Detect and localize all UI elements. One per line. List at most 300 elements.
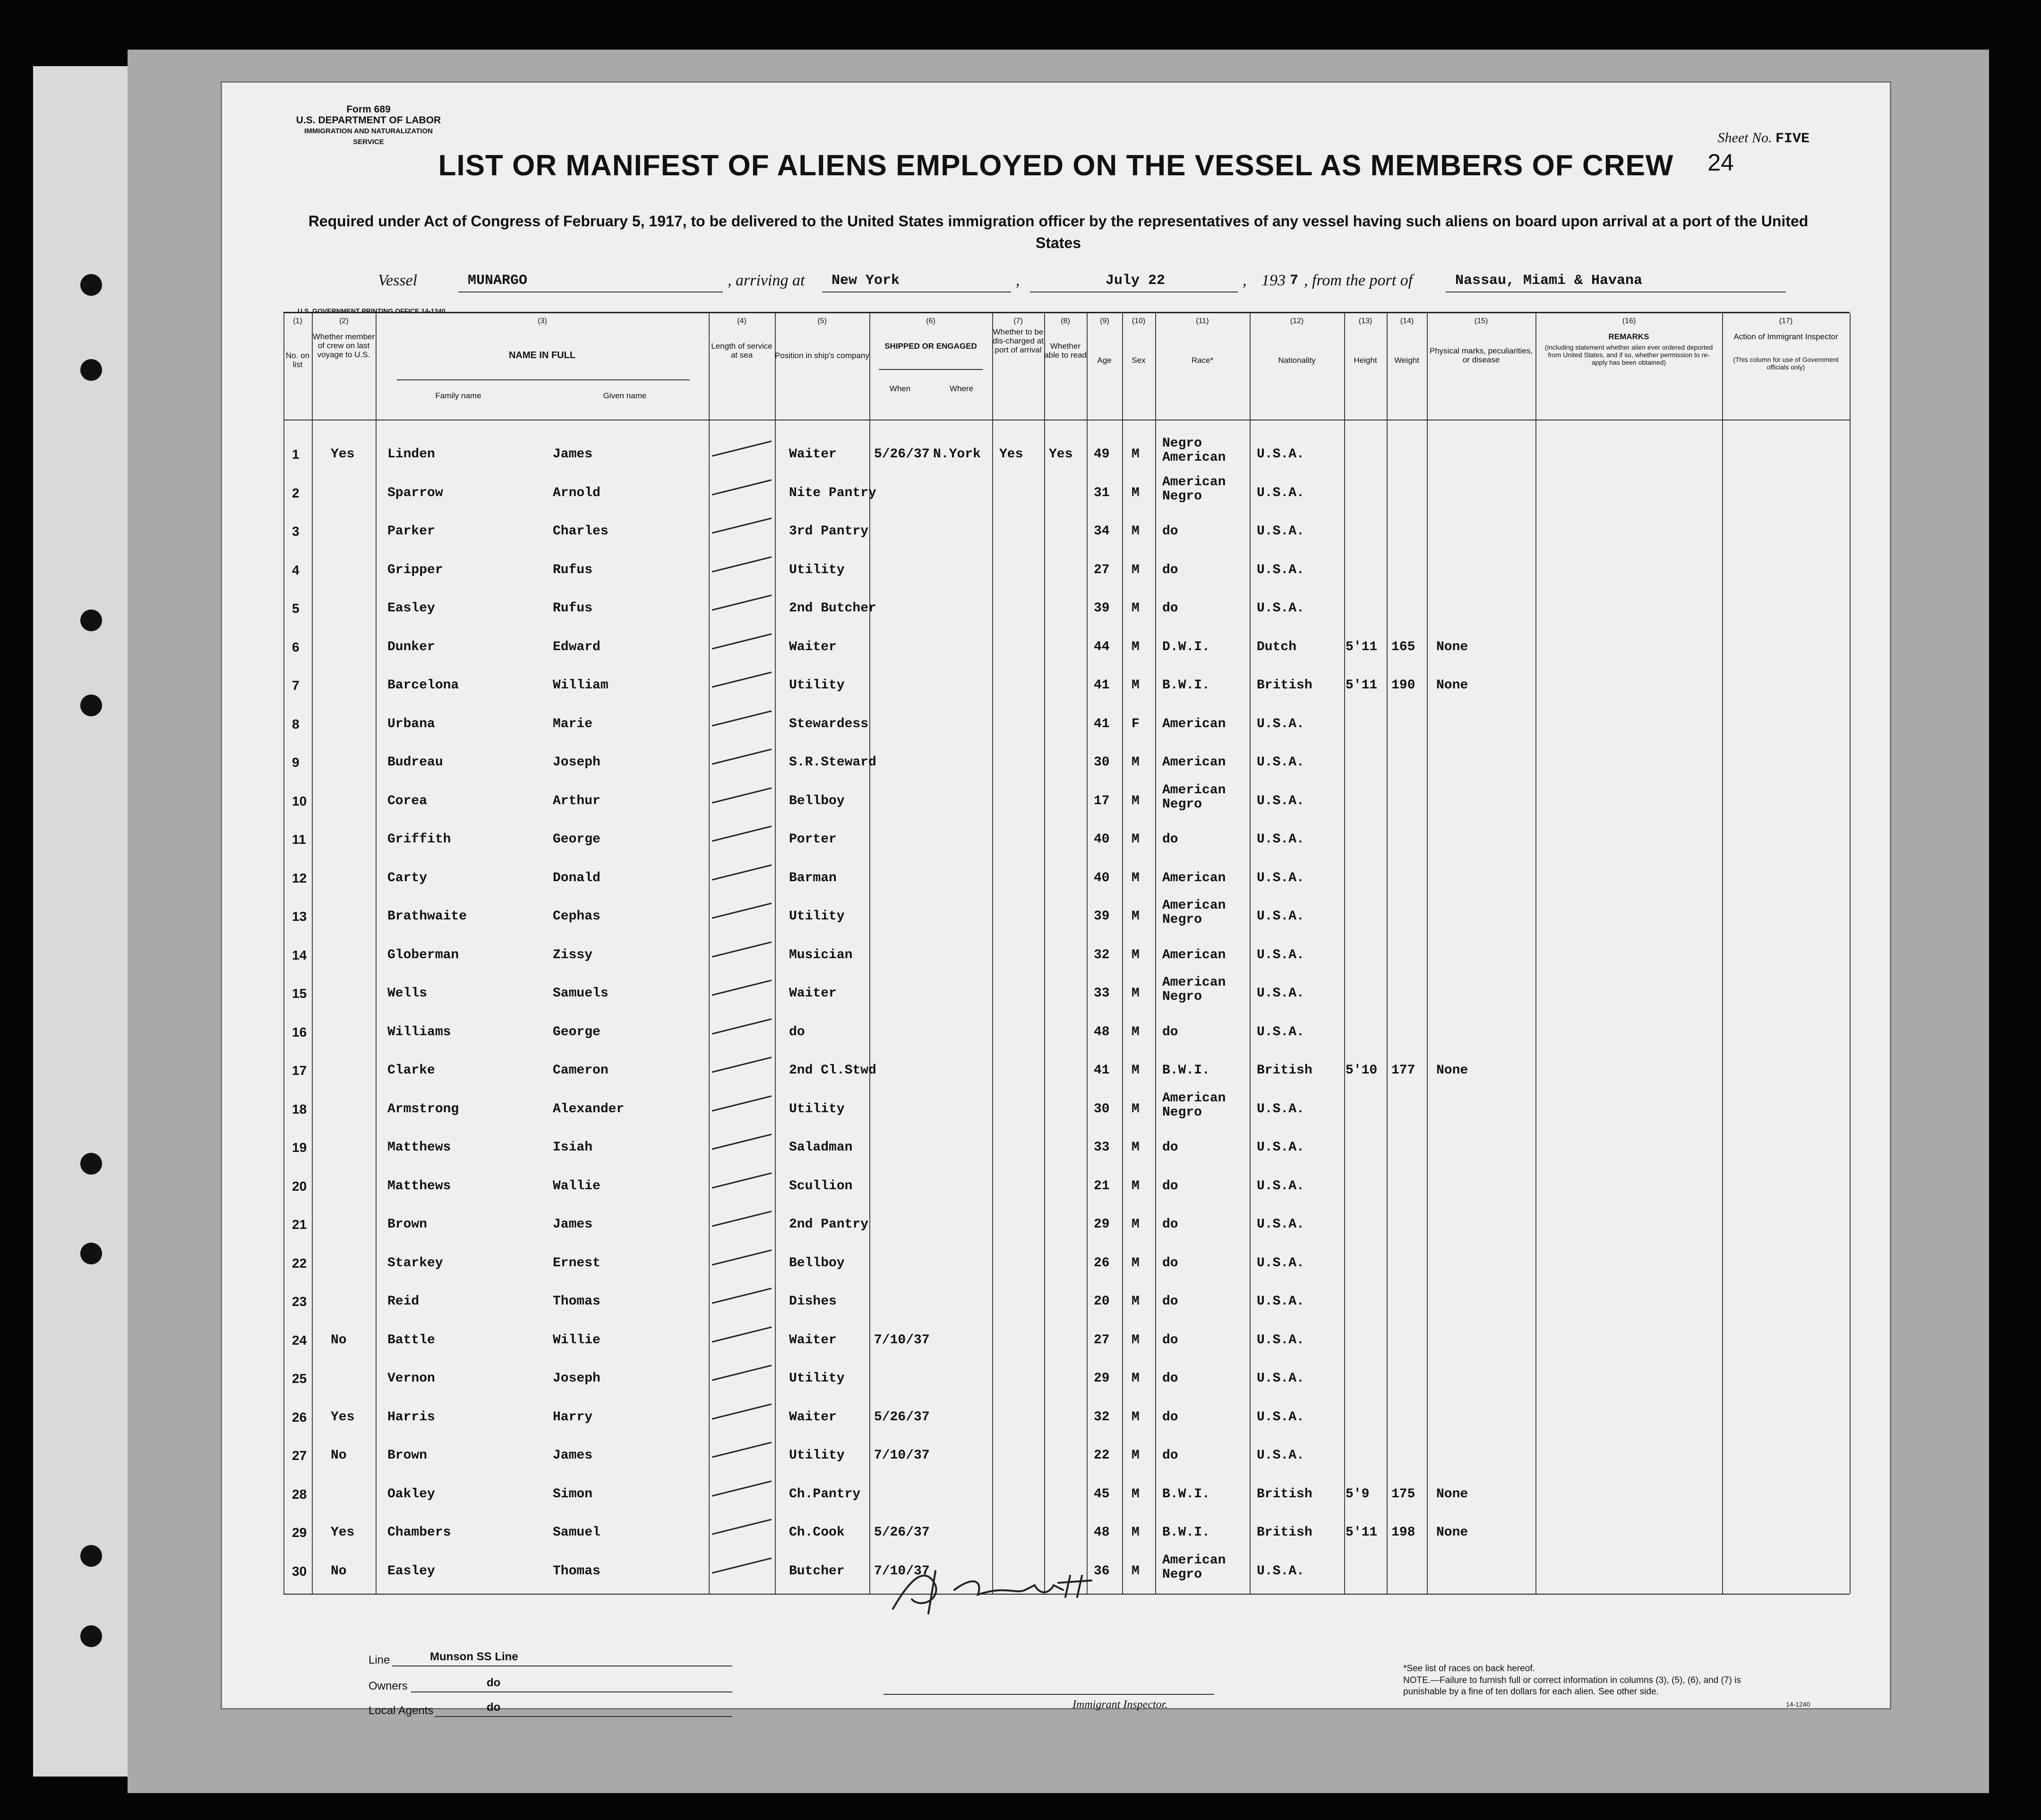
race: do — [1162, 562, 1178, 577]
nationality: U.S.A. — [1257, 986, 1304, 1001]
nationality: U.S.A. — [1257, 1101, 1304, 1116]
row-number: 27 — [292, 1448, 307, 1463]
service-length-mark — [712, 1403, 772, 1419]
service-length-mark — [712, 594, 772, 610]
col-header-when: When — [889, 384, 911, 393]
position: Ch.Pantry — [789, 1486, 861, 1502]
table-row — [283, 704, 1850, 742]
from-label: , from the port of — [1304, 272, 1413, 289]
table-row — [283, 1050, 1850, 1089]
inspector-signature — [883, 1557, 1110, 1618]
physical-marks: None — [1436, 1063, 1468, 1078]
age: 41 — [1094, 678, 1110, 693]
family-name: Matthews — [387, 1178, 451, 1193]
table-row — [283, 549, 1850, 588]
given-name: Alexander — [553, 1101, 625, 1116]
race: do — [1162, 1140, 1178, 1155]
age: 31 — [1094, 485, 1110, 500]
given-name: Cephas — [553, 909, 600, 924]
age: 29 — [1094, 1371, 1110, 1386]
service-length-mark — [712, 1365, 772, 1381]
height: 5'10 — [1346, 1063, 1378, 1078]
col-header-nationality: Nationality — [1278, 356, 1316, 365]
sex: M — [1132, 1525, 1140, 1540]
race: American Negro — [1162, 1553, 1226, 1582]
height: 5'11 — [1346, 678, 1378, 693]
given-name: George — [553, 1024, 600, 1039]
given-name: Marie — [553, 716, 593, 731]
family-name: Battle — [387, 1332, 435, 1348]
punch-hole — [80, 1153, 102, 1175]
row-number: 21 — [292, 1217, 307, 1232]
table-row — [283, 1320, 1850, 1358]
table-row — [283, 588, 1850, 627]
service-length-mark — [712, 864, 772, 880]
last-voyage: No — [331, 1332, 347, 1348]
service-length-mark — [712, 1018, 772, 1034]
inspector-label: Immigrant Inspector. — [1072, 1699, 1168, 1711]
age: 41 — [1094, 716, 1110, 731]
given-name: Donald — [553, 870, 600, 885]
row-number: 17 — [292, 1063, 307, 1078]
race: D.W.I. — [1162, 639, 1210, 654]
service-length-mark — [712, 1480, 772, 1496]
col-header-sex: Sex — [1132, 356, 1146, 365]
family-name: Vernon — [387, 1371, 435, 1386]
sex: M — [1132, 909, 1140, 924]
nationality: U.S.A. — [1257, 1294, 1304, 1309]
table-row — [283, 1243, 1850, 1281]
family-name: Parker — [387, 524, 435, 539]
able-to-read: Yes — [1049, 447, 1073, 462]
position: Bellboy — [789, 1255, 845, 1271]
service-length-mark — [712, 710, 772, 726]
row-number: 30 — [292, 1563, 307, 1579]
service-length-mark — [712, 1442, 772, 1458]
row-number: 4 — [292, 562, 300, 577]
nationality: U.S.A. — [1257, 524, 1304, 539]
footer-agents-label: Local Agents — [369, 1704, 434, 1717]
row-number: 22 — [292, 1255, 307, 1271]
footer-line-value: Munson SS Line — [430, 1650, 518, 1663]
col-header-age: Age — [1097, 356, 1112, 365]
row-number: 1 — [292, 447, 300, 462]
footer-agents-value: do — [487, 1701, 501, 1714]
sex: M — [1132, 1101, 1140, 1116]
family-name: Oakley — [387, 1486, 435, 1502]
departure-ports: Nassau, Miami & Havana — [1455, 273, 1643, 289]
race: American Negro — [1162, 1090, 1226, 1120]
sex: M — [1132, 1255, 1140, 1271]
sex: M — [1132, 1448, 1140, 1463]
physical-marks: None — [1436, 639, 1468, 654]
table-row — [283, 1012, 1850, 1050]
row-number: 23 — [292, 1294, 307, 1309]
table-row — [283, 781, 1850, 819]
given-name: James — [553, 447, 593, 462]
row-number: 12 — [292, 870, 307, 885]
col-header-weight: Weight — [1394, 356, 1419, 365]
age: 48 — [1094, 1525, 1110, 1540]
family-name: Clarke — [387, 1063, 435, 1078]
service-length-mark — [712, 1172, 772, 1188]
family-name: Linden — [387, 447, 435, 462]
age: 44 — [1094, 639, 1110, 654]
position: Dishes — [789, 1294, 837, 1309]
form-code: 14-1240 — [1786, 1700, 1810, 1708]
sheet-number — [1718, 130, 1810, 147]
weight: 190 — [1391, 678, 1415, 693]
service-length-mark — [712, 1210, 772, 1227]
table-row — [283, 819, 1850, 858]
family-name: Griffith — [387, 832, 451, 847]
age: 27 — [1094, 562, 1110, 577]
family-name: Urbana — [387, 716, 435, 731]
punch-hole — [80, 610, 102, 631]
nationality: U.S.A. — [1257, 562, 1304, 577]
document-title: LIST OR MANIFEST OF ALIENS EMPLOYED ON THE VESSEL AS MEMBERS OF CREW — [438, 149, 1674, 182]
table-row — [283, 1512, 1850, 1551]
position: 2nd Pantry — [789, 1217, 869, 1232]
service-length-mark — [712, 633, 772, 649]
last-voyage: No — [331, 1448, 347, 1463]
punch-hole — [80, 1243, 102, 1264]
nationality: British — [1257, 678, 1312, 693]
given-name: Isiah — [553, 1140, 593, 1155]
position: Waiter — [789, 1409, 837, 1425]
family-name: Easley — [387, 601, 435, 616]
given-name: William — [553, 678, 609, 693]
nationality: British — [1257, 1486, 1312, 1502]
sex: M — [1132, 601, 1140, 616]
race: do — [1162, 1178, 1178, 1193]
race: do — [1162, 1294, 1178, 1309]
family-name: Dunker — [387, 639, 435, 654]
row-number: 3 — [292, 524, 300, 539]
race: American — [1162, 870, 1226, 885]
table-row — [283, 434, 1850, 472]
row-number: 25 — [292, 1371, 307, 1386]
form-department: U.S. DEPARTMENT OF LABOR — [296, 115, 441, 126]
sex: M — [1132, 562, 1140, 577]
row-number: 5 — [292, 601, 300, 616]
crew-table: (1) (2) (3) (4) (5) (6) (7) (8) (9) (10) (11) (12) (13) (14) (15) (16) (17) No. on list Whether member of crew on last voyage to U.S. NAME IN FULL Family name Given name Length of service at sea Position in ship's company SHIPPED OR ENGAGED When Where Whether to be dis-charged at port of arrival Whether able to read Age Sex Race* Nationality Height Weight Physical marks, peculiarities, or disease REMARKS (Including statement whether alien ever ordered deported from United States, and if so, whether permission to re-apply has been obtained) Action of Immigrant Inspector (This column for use of Government officials only) 1 Yes Linden James Waiter 5/26/37 N.York Yes Yes 49 M Negro American U.S.A. 2 Sparrow Arnold Nite Pantry 31 M American Negro U.S.A. 3 Parker Charles 3rd Pantry 34 M do U.S.A. 4 Gripper Rufus Utility 27 M do U.S.A. 5 Easley Rufus 2nd Butcher 39 M do U.S.A. 6 Dunker Edward Waiter 44 M D.W.I. Dutch 5'11 165 None 7 Barcelona William Utility 41 M B.W.I. British 5'11 190 None 8 Urbana Marie Stewardess 41 F American U.S.A. 9 Budreau Joseph S.R.Steward 30 M American U.S.A. 10 Corea Arthur Bellboy 17 M American Negro U.S.A. 11 Griffith George Porter 40 M do U.S.A. 12 Carty Donald Barman 40 M American U.S.A. 13 Brathwaite Cephas Utility 39 M American Negro U.S.A. 14 Globerman Zissy Musician 32 M American U.S.A. 15 Wells Samuels Waiter 33 M American Negro U.S.A. 16 Williams George do 48 M do U.S.A. 17 Clarke Cameron 2nd Cl.Stwd 41 M B.W.I. British 5'10 177 None 18 Armstrong Alexander Utility 30 M American Negro U.S.A. 19 Matthews Isiah Saladman 33 M do U.S.A. 20 Matthews Wallie Scullion 21 M do U.S.A. 21 Brown James 2nd Pantry 29 M do U.S.A. 22 Starkey Ernest Bellboy 26 M do U.S.A. 23 Reid Thomas Dishes 20 M do U.S.A. 24 No Battle Willie Waiter 7/10/37 27 M do U.S.A. 25 Vernon Joseph Utility 29 M do U.S.A. 26 Yes Harris Harry Waiter 5/26/37 32 M do U.S.A. 27 No Brown James Utility 7/10/37 22 M do U.S.A. 28 Oakley Simon Ch.Pantry 45 M B.W.I. British 5'9 175 None 29 Yes Chambers Samuel Ch.Cook 5/26/37 48 M B.W.I. British 5'11 198 None 30 No Easley Thomas Butcher 7/10/37 36 M American Negro U.S.A. — [283, 312, 1850, 1595]
shipped-when: 5/26/37 — [874, 447, 930, 462]
col-header-read: Whether able to read — [1044, 342, 1087, 360]
age: 30 — [1094, 755, 1110, 770]
position: do — [789, 1024, 805, 1039]
height: 5'9 — [1346, 1486, 1370, 1502]
col-header-family: Family name — [435, 391, 481, 400]
form-header — [288, 104, 449, 147]
table-row — [283, 472, 1850, 511]
printer-note: U.S. GOVERNMENT PRINTING OFFICE 14-1240 — [298, 307, 446, 315]
sex: M — [1132, 1140, 1140, 1155]
race: American Negro — [1162, 474, 1226, 504]
family-name: Gripper — [387, 562, 443, 577]
table-row — [283, 858, 1850, 896]
shipped-when: 7/10/37 — [874, 1332, 930, 1348]
age: 26 — [1094, 1255, 1110, 1271]
family-name: Chambers — [387, 1525, 451, 1540]
row-number: 26 — [292, 1409, 307, 1425]
position: Waiter — [789, 986, 837, 1001]
table-row — [283, 1089, 1850, 1127]
voyage-line: Vessel MUNARGO , arriving at New York , July 22 , 193 7 , from the port of Nassau, Miami & Havana — [378, 272, 1795, 295]
col-header-action: Action of Immigrant Inspector — [1733, 332, 1838, 341]
weight: 175 — [1391, 1486, 1415, 1502]
sex: M — [1132, 755, 1140, 770]
family-name: Easley — [387, 1563, 435, 1579]
age: 41 — [1094, 1063, 1110, 1078]
service-length-mark — [712, 1326, 772, 1342]
given-name: Wallie — [553, 1178, 600, 1193]
family-name: Starkey — [387, 1255, 443, 1271]
service-length-mark — [712, 671, 772, 687]
nationality: U.S.A. — [1257, 1563, 1304, 1579]
nationality: British — [1257, 1525, 1312, 1540]
sex: M — [1132, 793, 1140, 808]
weight: 198 — [1391, 1525, 1415, 1540]
given-name: Joseph — [553, 755, 600, 770]
age: 22 — [1094, 1448, 1110, 1463]
height: 5'11 — [1346, 1525, 1378, 1540]
service-length-mark — [712, 1557, 772, 1573]
last-voyage: Yes — [331, 1525, 355, 1540]
position: Scullion — [789, 1178, 853, 1193]
punch-hole — [80, 1545, 102, 1567]
position: Utility — [789, 678, 845, 693]
race: B.W.I. — [1162, 1063, 1210, 1078]
race: do — [1162, 1371, 1178, 1386]
table-row — [283, 1435, 1850, 1474]
position: Waiter — [789, 639, 837, 654]
punch-hole — [80, 274, 102, 296]
race: do — [1162, 1217, 1178, 1232]
given-name: Ernest — [553, 1255, 600, 1271]
family-name: Harris — [387, 1409, 435, 1425]
row-number: 11 — [292, 832, 306, 847]
service-length-mark — [712, 748, 772, 764]
shipped-where: N.York — [933, 447, 981, 462]
document-subtitle: Required under Act of Congress of February 5, 1917, to be delivered to the United States immigration officer by the representatives of any vessel having such aliens on board upon arrival at a port of the United States — [308, 213, 1809, 251]
physical-marks: None — [1436, 678, 1468, 693]
col-header-position: Position in ship's company — [775, 351, 869, 360]
col-header-where: Where — [949, 384, 974, 393]
year-label: 193 — [1261, 272, 1286, 289]
sex: M — [1132, 639, 1140, 654]
family-name: Armstrong — [387, 1101, 459, 1116]
shipped-when: 5/26/37 — [874, 1525, 930, 1540]
family-name: Barcelona — [387, 678, 459, 693]
footer-owners-value: do — [487, 1676, 501, 1689]
family-name: Corea — [387, 793, 428, 808]
col-header-shipped: SHIPPED OR ENGAGED — [884, 342, 977, 351]
footer-line-label: Line — [369, 1654, 390, 1666]
shipped-when: 7/10/37 — [874, 1563, 930, 1579]
age: 32 — [1094, 1409, 1110, 1425]
service-length-mark — [712, 1519, 772, 1535]
service-length-mark — [712, 1056, 772, 1073]
row-number: 14 — [292, 947, 307, 962]
table-row — [283, 627, 1850, 665]
family-name: Sparrow — [387, 485, 443, 500]
sex: M — [1132, 485, 1140, 500]
row-number: 8 — [292, 716, 300, 731]
race: B.W.I. — [1162, 1486, 1210, 1502]
given-name: James — [553, 1217, 593, 1232]
given-name: Willie — [553, 1332, 600, 1348]
col-header-discharged: Whether to be dis-charged at port of arrival — [993, 327, 1044, 354]
arrival-date: July 22 — [1106, 273, 1166, 289]
age: 40 — [1094, 832, 1110, 847]
last-voyage: Yes — [331, 447, 355, 462]
nationality: U.S.A. — [1257, 793, 1304, 808]
sheet-number-value: FIVE — [1775, 131, 1809, 147]
nationality: U.S.A. — [1257, 1255, 1304, 1271]
nationality: Dutch — [1257, 639, 1297, 654]
race: do — [1162, 601, 1178, 616]
table-row — [283, 742, 1850, 781]
given-name: James — [553, 1448, 593, 1463]
position: 3rd Pantry — [789, 524, 869, 539]
position: 2nd Butcher — [789, 601, 876, 616]
position: Utility — [789, 1101, 845, 1116]
given-name: Thomas — [553, 1294, 600, 1309]
table-row — [283, 1166, 1850, 1204]
sex: M — [1132, 1217, 1140, 1232]
table-row — [283, 1281, 1850, 1320]
position: Musician — [789, 947, 853, 962]
age: 30 — [1094, 1101, 1110, 1116]
race: American — [1162, 716, 1226, 731]
nationality: U.S.A. — [1257, 601, 1304, 616]
position: Butcher — [789, 1563, 845, 1579]
nationality: U.S.A. — [1257, 1140, 1304, 1155]
sex: M — [1132, 1063, 1140, 1078]
row-number: 13 — [292, 909, 307, 924]
col-header-service: Length of service at sea — [711, 342, 772, 360]
age: 21 — [1094, 1178, 1110, 1193]
form-number: Form 689 — [346, 104, 391, 115]
shipped-when: 7/10/37 — [874, 1448, 930, 1463]
age: 27 — [1094, 1332, 1110, 1348]
nationality: U.S.A. — [1257, 1332, 1304, 1348]
nationality: U.S.A. — [1257, 1217, 1304, 1232]
race: do — [1162, 1255, 1178, 1271]
service-length-mark — [712, 517, 772, 533]
race: American Negro — [1162, 898, 1226, 927]
physical-marks: None — [1436, 1525, 1468, 1540]
sex: M — [1132, 1409, 1140, 1425]
table-row — [283, 973, 1850, 1012]
age: 39 — [1094, 601, 1110, 616]
sex: M — [1132, 1178, 1140, 1193]
col-header-marks: Physical marks, peculiarities, or disease — [1429, 346, 1533, 364]
race: do — [1162, 1409, 1178, 1425]
row-number: 7 — [292, 678, 300, 693]
nationality: U.S.A. — [1257, 832, 1304, 847]
age: 33 — [1094, 986, 1110, 1001]
given-name: Joseph — [553, 1371, 600, 1386]
family-name: Brown — [387, 1448, 428, 1463]
sex: M — [1132, 524, 1140, 539]
position: Saladman — [789, 1140, 853, 1155]
position: Waiter — [789, 447, 837, 462]
nationality: U.S.A. — [1257, 447, 1304, 462]
position: Porter — [789, 832, 837, 847]
age: 40 — [1094, 870, 1110, 885]
table-row — [283, 1358, 1850, 1397]
height: 5'11 — [1346, 639, 1378, 654]
vessel-name: MUNARGO — [468, 273, 528, 289]
last-voyage: Yes — [331, 1409, 355, 1425]
table-row — [283, 896, 1850, 935]
table-row — [283, 1397, 1850, 1435]
nationality: U.S.A. — [1257, 1409, 1304, 1425]
punch-hole — [80, 1625, 102, 1647]
arriving-label: , arriving at — [728, 272, 805, 289]
race: Negro American — [1162, 436, 1226, 465]
race: do — [1162, 1332, 1178, 1348]
age: 29 — [1094, 1217, 1110, 1232]
given-name: Samuels — [553, 986, 609, 1001]
age: 34 — [1094, 524, 1110, 539]
sex: M — [1132, 1486, 1140, 1502]
age: 49 — [1094, 447, 1110, 462]
weight: 177 — [1391, 1063, 1415, 1078]
given-name: Simon — [553, 1486, 593, 1502]
nationality: U.S.A. — [1257, 1371, 1304, 1386]
position: Stewardess — [789, 716, 869, 731]
race: American Negro — [1162, 975, 1226, 1004]
col-header-remarks: REMARKS — [1608, 332, 1649, 341]
nationality: U.S.A. — [1257, 1024, 1304, 1039]
service-length-mark — [712, 479, 772, 495]
vessel-label: Vessel — [378, 272, 418, 289]
service-length-mark — [712, 556, 772, 572]
race: American — [1162, 755, 1226, 770]
nationality: U.S.A. — [1257, 909, 1304, 924]
sex: M — [1132, 1024, 1140, 1039]
sex: M — [1132, 986, 1140, 1001]
col-header-name: NAME IN FULL — [508, 350, 576, 361]
col-header-race: Race* — [1191, 356, 1214, 365]
family-name: Brown — [387, 1217, 428, 1232]
sex: M — [1132, 447, 1140, 462]
given-name: Thomas — [553, 1563, 600, 1579]
given-name: George — [553, 832, 600, 847]
col-header-no: No. on list — [285, 351, 310, 369]
family-name: Carty — [387, 870, 428, 885]
nationality: U.S.A. — [1257, 1448, 1304, 1463]
punch-hole — [80, 359, 102, 381]
sex: M — [1132, 832, 1140, 847]
row-number: 24 — [292, 1332, 307, 1348]
age: 39 — [1094, 909, 1110, 924]
sex: M — [1132, 1332, 1140, 1348]
service-length-mark — [712, 440, 772, 456]
family-name: Matthews — [387, 1140, 451, 1155]
age: 36 — [1094, 1563, 1110, 1579]
year-digit: 7 — [1290, 273, 1299, 289]
service-length-mark — [712, 1133, 772, 1150]
row-number: 18 — [292, 1101, 307, 1116]
sex: M — [1132, 1563, 1140, 1579]
sex: M — [1132, 678, 1140, 693]
given-name: Arthur — [553, 793, 600, 808]
family-name: Budreau — [387, 755, 443, 770]
